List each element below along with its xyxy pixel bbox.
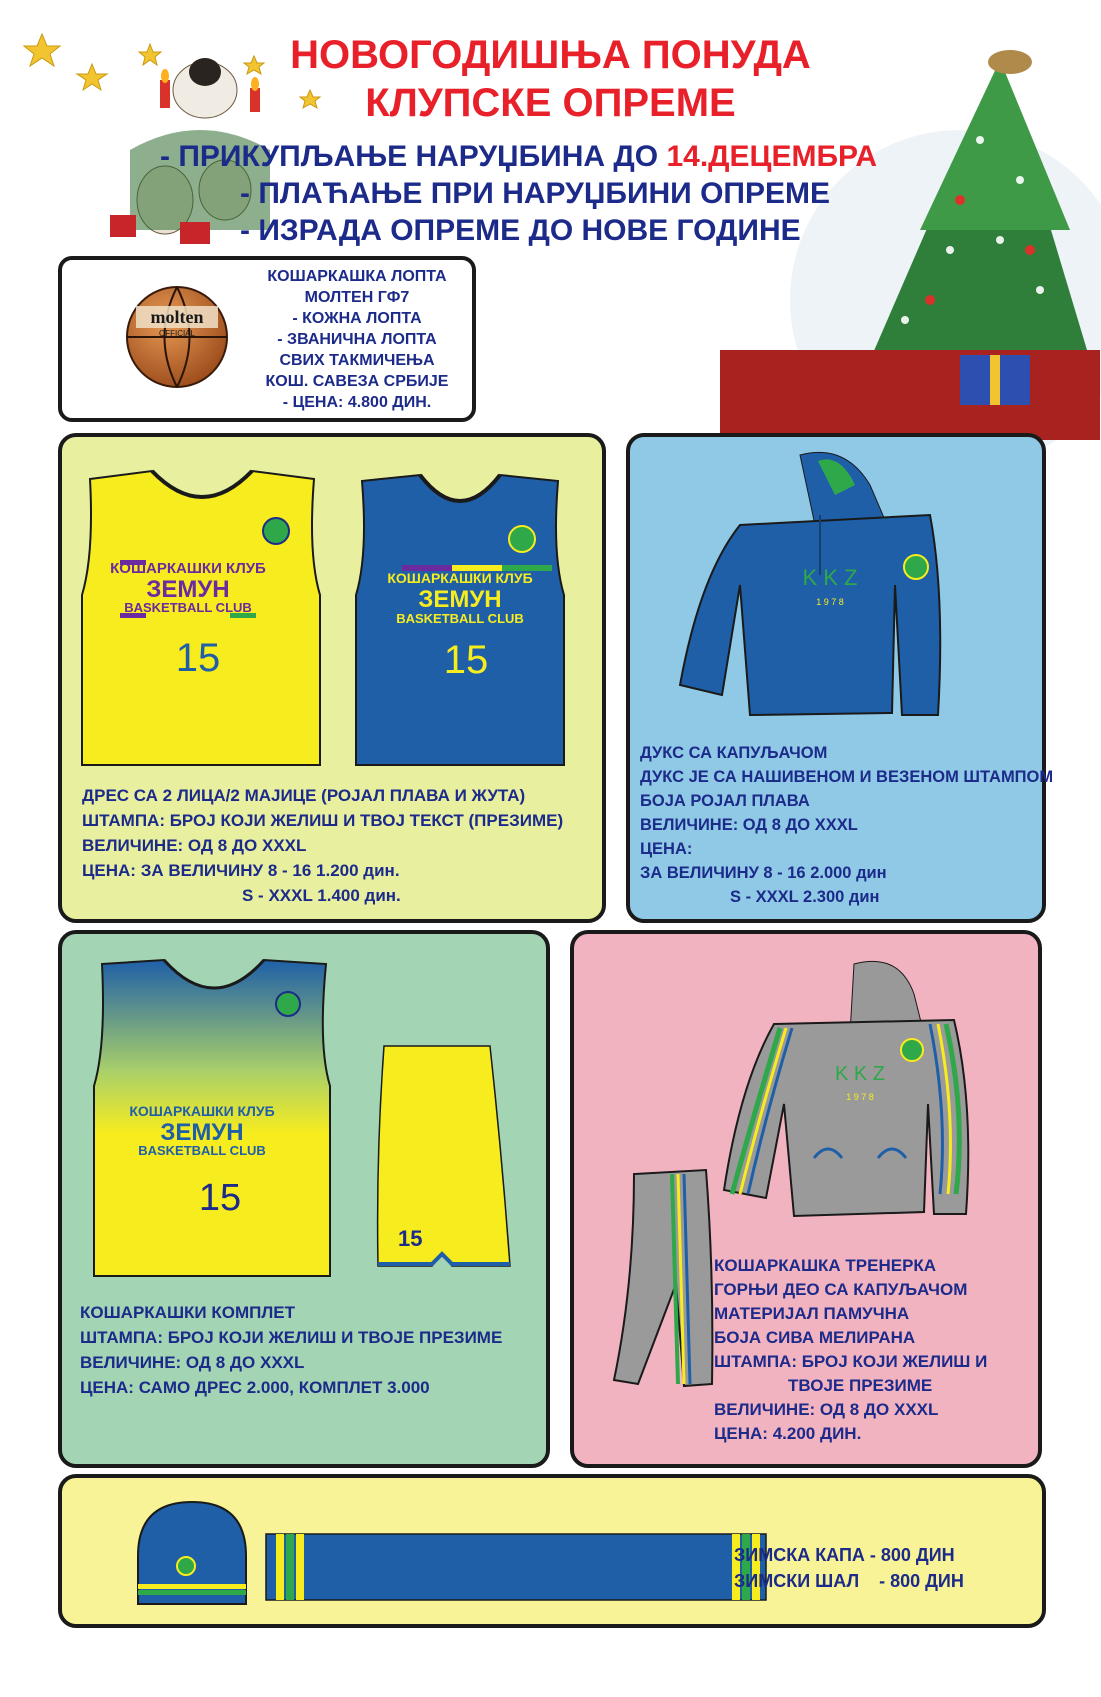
hoodie-line: БОЈА РОЈАЛ ПЛАВА [640,792,810,810]
jersey-line: ВЕЛИЧИНЕ: ОД 8 ДО XXXL [82,836,307,855]
tracksuit-line: ГОРЊИ ДЕО СА КАПУЉАЧОМ [714,1280,968,1299]
tracksuit-line: ШТАМПА: БРОЈ КОЈИ ЖЕЛИШ И [714,1352,988,1371]
hoodie-description [640,741,1053,909]
jersey-number: 15 [443,638,489,682]
hoodie-year: 1 9 7 8 [816,597,844,607]
tracksuit-line: МАТЕРИЈАЛ ПАМУЧНА [714,1304,910,1323]
set-line: КОШАРКАШКИ КОМПЛЕТ [80,1303,295,1322]
tracksuit-line: БОЈА СИВА МЕЛИРАНА [714,1328,916,1347]
hoodie-body [680,515,940,715]
basketball-set-image [92,956,542,1286]
jersey-club-line2: ЗЕМУН [146,576,230,603]
winter-cap-price: ЗИМСКА КАПА - 800 ДИН [734,1545,955,1565]
club-logo-icon [901,1039,923,1061]
club-logo-icon [509,526,535,552]
bullet-order-text: - ПРИКУПЉАЊЕ НАРУЏБИНА ДО [160,140,667,173]
jersey-club-line3: BASKETBALL CLUB [396,611,524,626]
set-club-line1: КОШАРКАШКИ КЛУБ [129,1103,275,1119]
winter-panel [58,1474,1046,1628]
grey-pants [614,1170,712,1386]
ball-brand-sub: OFFICIAL [158,329,196,338]
winter-description [734,1542,964,1594]
ball-line: МОЛТЕН ГФ7 [304,289,410,306]
hoodie-line: ВЕЛИЧИНЕ: ОД 8 ДО XXXL [640,816,858,834]
ball-line: СВИХ ТАКМИЧЕЊА [279,352,435,369]
ball-line: - КОЖНА ЛОПТА [292,310,422,327]
jersey-club-line1: КОШАРКАШКИ КЛУБ [387,570,533,586]
jersey-line: ЦЕНА: ЗА ВЕЛИЧИНУ 8 - 16 1.200 дин. [82,861,400,880]
bullet-payment: - ПЛАЋАЊЕ ПРИ НАРУЏБИНИ ОПРЕМЕ [240,177,830,210]
reversible-jersey-image [80,465,580,771]
hoodie-panel [626,433,1054,923]
set-line: ШТАМПА: БРОЈ КОЈИ ЖЕЛИШ И ТВОЈЕ ПРЕЗИМЕ [80,1328,503,1347]
hoodie-line: ДУКС СА КАПУЉАЧОМ [640,744,828,762]
tracksuit-year: 1 9 7 8 [846,1092,874,1102]
basketball-image [122,282,232,392]
jersey-panel [58,433,606,923]
set-jersey-number: 15 [198,1177,242,1219]
hoodie-line: ДУКС ЈЕ СА НАШИВЕНОМ И ВЕЗЕНОМ ШТАМПОМ [640,768,1054,786]
page-title-line2: КЛУПСКЕ ОПРЕМЕ [365,81,736,125]
set-panel [58,930,550,1468]
set-line: ВЕЛИЧИНЕ: ОД 8 ДО XXXL [80,1353,305,1372]
set-club-line3: BASKETBALL CLUB [138,1143,266,1158]
tracksuit-line: КОШАРКАШКА ТРЕНЕРКА [714,1256,937,1275]
tracksuit-line-indent: ТВОЈЕ ПРЕЗИМЕ [788,1376,933,1395]
hoodie-kkz: K K Z [802,565,858,590]
winter-scarf [266,1534,766,1600]
ball-panel [58,256,476,422]
tracksuit-line: ВЕЛИЧИНЕ: ОД 8 ДО XXXL [714,1400,939,1419]
jersey-club-line3: BASKETBALL CLUB [124,600,252,615]
jersey-description [82,783,563,908]
ball-description [242,266,472,413]
club-logo-icon [276,992,300,1016]
club-logo-icon [904,555,928,579]
bullet-production: - ИЗРАДА ОПРЕМЕ ДО НОВЕ ГОДИНЕ [240,214,801,247]
ball-line: - ЗВАНИЧНА ЛОПТА [277,331,437,348]
jersey-club-line1: КОШАРКАШКИ КЛУБ [110,560,266,577]
yellow-jersey [82,471,320,765]
set-description [80,1300,502,1400]
club-logo-icon [177,1557,195,1575]
jersey-price2: S - XXXL 1.400 дин. [242,886,401,905]
ball-brand: molten [150,307,204,327]
bullet-order-date: 14.ДЕЦЕМБРА [666,140,878,173]
shorts-number: 15 [398,1226,423,1251]
jersey-line: ДРЕС СА 2 ЛИЦА/2 МАЈИЦЕ (РОЈАЛ ПЛАВА И ЖУТА) [82,786,526,805]
jersey-club-line2: ЗЕМУН [418,586,502,613]
set-line: ЦЕНА: САМО ДРЕС 2.000, КОМПЛЕТ 3.000 [80,1378,430,1397]
set-club-line2: ЗЕМУН [160,1119,244,1146]
bullet-order-deadline [160,140,877,174]
tracksuit-kkz: K K Z [834,1063,886,1085]
jersey-line: ШТАМПА: БРОЈ КОЈИ ЖЕЛИШ И ТВОЈ ТЕКСТ (ПРЕЗИМЕ) [82,811,564,830]
cap-and-scarf-image [132,1496,772,1606]
club-logo-icon [263,518,289,544]
hoodie-price2: S - XXXL 2.300 дин [730,888,880,906]
ball-line: КОШАРКАШКА ЛОПТА [267,268,447,285]
hoodie-line: ЦЕНА: [640,840,693,858]
tracksuit-line: ЦЕНА: 4.200 ДИН. [714,1424,862,1443]
winter-scarf-price: ЗИМСКИ ШАЛ - 800 ДИН [734,1571,964,1591]
tracksuit-panel [570,930,1042,1468]
ball-line: - ЦЕНА: 4.800 ДИН. [282,394,432,411]
jersey-number: 15 [175,636,221,680]
tracksuit-description [714,1254,987,1446]
page-title-line1: НОВОГОДИШЊА ПОНУДА [290,33,811,77]
hoodie-line: ЗА ВЕЛИЧИНУ 8 - 16 2.000 дин [640,864,887,882]
ball-line: КОШ. САВЕЗА СРБИЈЕ [265,373,449,390]
hoodie-image [670,445,960,735]
